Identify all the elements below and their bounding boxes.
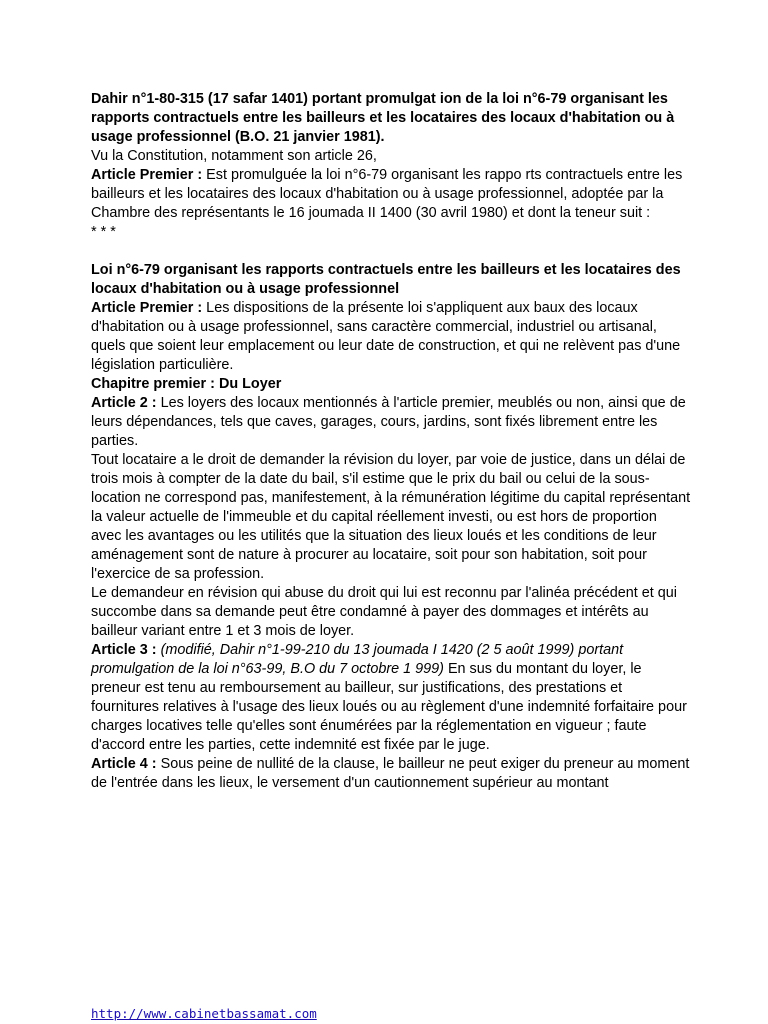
vu-constitution: Vu la Constitution, notamment son article 26,: [91, 148, 377, 164]
article-label: Article 4 :: [91, 756, 157, 772]
paragraph-revision: Tout locataire a le droit de demander la révision du loyer, par voie de justice, dans un délai de trois mois à compter de la date du bail, s'il estime que le prix du bail ou celui de la sous-location ne correspond pas, manifestement, à la rémunération légitime du capital représentant la valeur actuelle de l'immeuble et du capital réellement investi, ou est hors de proportion avec les avantages ou les utilités que la situation des lieux loués et les conditions de leur aménagement sont de nature à procurer au locataire, soit pour son habitation, soit pour l'exercice de sa profession.: [91, 452, 691, 582]
article-premier-loi: [91, 299, 691, 375]
article-label: Article 3 :: [91, 642, 157, 658]
article-4: [91, 755, 691, 793]
chapter-heading: Chapitre premier : Du Loyer: [91, 376, 282, 392]
article-text: En sus du montant du loyer, le preneur est tenu au remboursement au bailleur, sur justifications, des prestations et fournitures relatives à l'usage des lieux loués ou au règlement d'une indemnité forfaitaire pour charges locatives telle qu'elles sont énumérées par la réglementation en vigueur ; faute d'accord entre les parties, cette indemnité est fixée par le juge.: [91, 661, 687, 753]
separator-stars: * * *: [91, 224, 116, 240]
article-premier-dahir: [91, 166, 691, 223]
article-text: Les dispositions de la présente loi s'appliquent aux baux des locaux d'habitation ou à usage professionnel, sans caractère commercial, industriel ou artisanal, quels que soient leur emplacement ou leur date de construction, et qui ne relèvent pas d'une législation particulière.: [91, 300, 681, 373]
paragraph-demandeur: Le demandeur en révision qui abuse du droit qui lui est reconnu par l'alinéa précédent et qui succombe dans sa demande peut être condamné à payer des dommages et intérêts au bailleur variant entre 1 et 3 mois de loyer.: [91, 585, 677, 639]
article-2: [91, 394, 691, 451]
amendment-note: (modifié, Dahir n°1-99-210 du 13 joumada I 1420 (2 5 août 1999) portant promulgation de la loi n°63-99, B.O du 7 octobre 1 999): [91, 642, 624, 677]
article-label: Article Premier :: [91, 167, 203, 183]
document-body: [91, 90, 691, 793]
document-heading: Dahir n°1-80-315 (17 safar 1401) portant promulgat ion de la loi n°6-79 organisant les rapports contractuels entre les bailleurs et les locataires des locaux d'habitation ou à usage professionnel (B.O. 21 janvier 1981).: [91, 91, 675, 145]
loi-title: Loi n°6-79 organisant les rapports contractuels entre les bailleurs et les locataires des locaux d'habitation ou à usage professionnel: [91, 262, 681, 297]
article-3: [91, 641, 691, 755]
article-text: Les loyers des locaux mentionnés à l'article premier, meublés ou non, ainsi que de leurs dépendances, tels que caves, garages, cours, jardins, sont fixés librement entre les parties.: [91, 395, 686, 449]
article-text: Sous peine de nullité de la clause, le bailleur ne peut exiger du preneur au moment de l'entrée dans les lieux, le versement d'un cautionnement supérieur au montant: [91, 756, 690, 791]
article-label: Article Premier :: [91, 300, 203, 316]
article-text: Est promulguée la loi n°6-79 organisant les rappo rts contractuels entre les bailleurs et les locataires des locaux d'habitation ou à usage professionnel, adoptée par la Chambre des représentants le 16 joumada II 1400 (30 avril 1980) et dont la teneur suit :: [91, 167, 683, 221]
article-label: Article 2 :: [91, 395, 157, 411]
footer-link[interactable]: http://www.cabinetbassamat.com: [91, 1006, 317, 1021]
